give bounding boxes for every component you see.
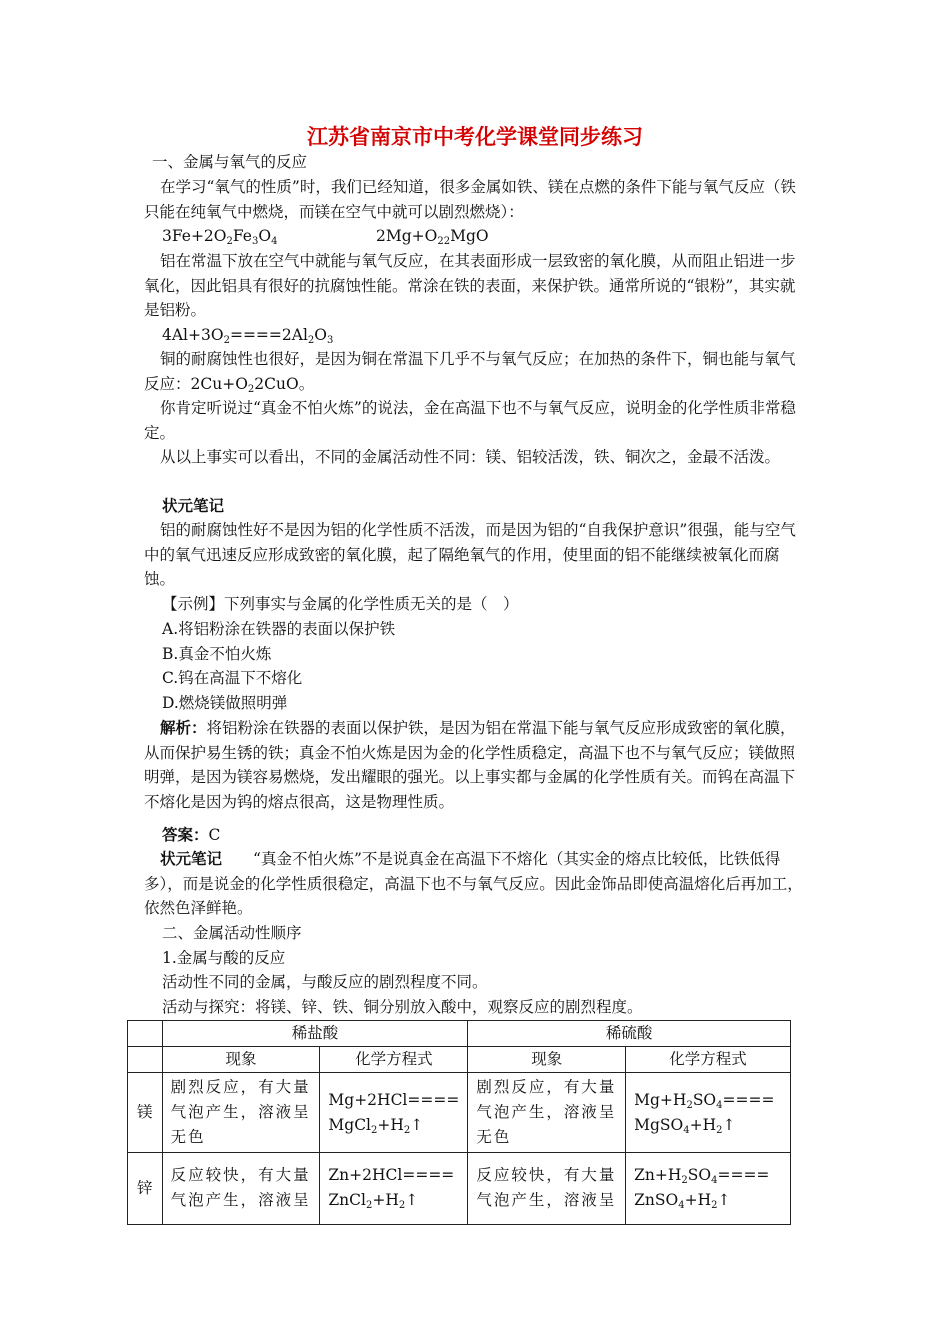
equation-cell: [626, 1073, 791, 1153]
header-phenomenon: 现象: [162, 1047, 320, 1073]
paragraph-copper: 铜的耐腐蚀性也很好，是因为铜在常温下几乎不与氧气反应；在加热的条件下，铜也能与氧气反应：$2Cu+O_22CuO$。: [144, 350, 796, 395]
paragraph-note: 铝的耐腐蚀性好不是因为铝的化学性质不活泼，而是因为铝的“自我保护意识”很强，能与空气中的氧气迅速反应形成致密的氧化膜，起了隔绝氧气的作用，使里面的铝不能继续被氧化而腐蚀。: [144, 521, 796, 588]
equation-mg: $2Mg+O_{22}MgO$: [376, 227, 489, 247]
option-a: A.将铝粉涂在铁器的表面以保护铁: [162, 620, 396, 638]
table-corner-cell: [128, 1021, 163, 1047]
equation-line: $MgSO_4+H_2↑$: [634, 1115, 736, 1136]
note2-text: “真金不怕火炼”不是说真金在高温下不熔化（其实金的熔点比较低，比铁低得多），而是说金的化学性质很稳定，高温下也不与氧气反应。因此金饰品即使高温熔化后再加工，依然色泽鲜艳。: [144, 850, 803, 917]
table-header-row: [128, 1021, 791, 1047]
answer-label: 答案：: [162, 825, 209, 844]
note2-paragraph: [144, 847, 806, 921]
answer-value: C: [208, 826, 221, 844]
paragraph-activity: 活动性不同的金属，与酸反应的剧烈程度不同。: [162, 973, 488, 991]
phenomenon-cell: 反应较快，有大量气泡产生，溶液呈: [162, 1153, 320, 1225]
equation-line: $ZnSO_4+H_2↑$: [634, 1191, 731, 1211]
metal-cell: 镁: [128, 1073, 163, 1153]
analysis-text: 将铝粉涂在铁器的表面以保护铁，是因为铝在常温下能与氧气反应形成致密的氧化膜，从而保护易生锈的铁；真金不怕火炼是因为金的化学性质稳定，高温下也不与氧气反应；镁做照明弹，是因为镁容易燃烧，发出耀眼的强光。以上事实都与金属的化学性质有关。而钨在高温下不熔化是因为钨的熔点很高，这是物理性质。: [144, 719, 796, 811]
equation-cell: [320, 1073, 468, 1153]
paragraph-intro: 在学习“氧气的性质”时，我们已经知道，很多金属如铁、镁在点燃的条件下能与氧气反应（铁只能在纯氧气中燃烧，而镁在空气中就可以剧烈燃烧）：: [144, 178, 796, 221]
note-label: 状元笔记: [162, 496, 225, 515]
section2-heading: 二、金属活动性顺序: [162, 924, 302, 942]
analysis-paragraph: [144, 716, 806, 814]
phenomenon-cell: 剧烈反应，有大量气泡产生，溶液呈无色: [468, 1073, 626, 1153]
header-phenomenon: 现象: [468, 1047, 626, 1073]
table-row: [128, 1073, 791, 1153]
equation-line: $Zn+H_2SO_4====$: [634, 1166, 770, 1186]
table-subheader-row: [128, 1047, 791, 1073]
note2-label: 状元笔记: [160, 849, 223, 868]
paragraph-gold: 你肯定听说过“真金不怕火炼”的说法，金在高温下也不与氧气反应，说明金的化学性质非常稳定。: [144, 399, 796, 442]
equation-line: Mg+2HCl====: [328, 1090, 460, 1109]
acid-reaction-table: [127, 1020, 791, 1225]
document-title: 江苏省南京市中考化学课堂同步练习: [307, 124, 643, 149]
answer-line: [162, 823, 824, 848]
option-d: D.燃烧镁做照明弹: [162, 694, 288, 712]
paragraph-aluminum: 铝在常温下放在空气中就能与氧气反应，在其表面形成一层致密的氧化膜，从而阻止铝进一步氧化，因此铝具有很好的抗腐蚀性能。常涂在铁的表面，来保护铁。通常所说的“银粉”，其实就是铝粉。: [144, 252, 796, 319]
equation-al: $4Al+3O_2====2Al_2O_3$: [162, 326, 334, 346]
option-b: B.真金不怕火炼: [162, 645, 272, 663]
analysis-label: 解析：: [160, 718, 207, 737]
phenomenon-cell: 剧烈反应，有大量气泡产生，溶液呈无色: [162, 1073, 320, 1153]
paragraph-conclusion: 从以上事实可以看出，不同的金属活动性不同：镁、铝较活泼，铁、铜次之，金最不活泼。: [160, 448, 781, 466]
equation-cell: [320, 1153, 468, 1225]
equation-line: $Mg+H_2SO_4====$: [634, 1090, 775, 1111]
header-equation: 化学方程式: [626, 1047, 791, 1073]
option-c: C.钨在高温下不熔化: [162, 669, 303, 687]
metal-cell: 锌: [128, 1153, 163, 1225]
header-h2so4: 稀硫酸: [468, 1021, 791, 1047]
equation-line: Zn+2HCl====: [328, 1166, 455, 1184]
example-question: 【示例】下列事实与金属的化学性质无关的是（ ）: [162, 595, 519, 613]
section1-heading: 一、金属与氧气的反应: [152, 153, 308, 171]
equations-fe-mg: [162, 224, 824, 249]
header-hcl: 稀盐酸: [162, 1021, 468, 1047]
table-corner-cell: [128, 1047, 163, 1073]
equation-line: $MgCl_2+H_2↑$: [328, 1115, 424, 1136]
section2-subheading: 1.金属与酸的反应: [162, 949, 286, 967]
header-equation: 化学方程式: [320, 1047, 468, 1073]
equation-line: $ZnCl_2+H_2↑$: [328, 1191, 419, 1211]
paragraph-explore: 活动与探究：将镁、锌、铁、铜分别放入酸中，观察反应的剧烈程度。: [162, 998, 643, 1016]
equation-cell: [626, 1153, 791, 1225]
phenomenon-cell: 反应较快，有大量气泡产生，溶液呈: [468, 1153, 626, 1225]
equation-fe: $3Fe+2O_2Fe_3O_4$: [162, 227, 278, 247]
table-row: [128, 1153, 791, 1225]
